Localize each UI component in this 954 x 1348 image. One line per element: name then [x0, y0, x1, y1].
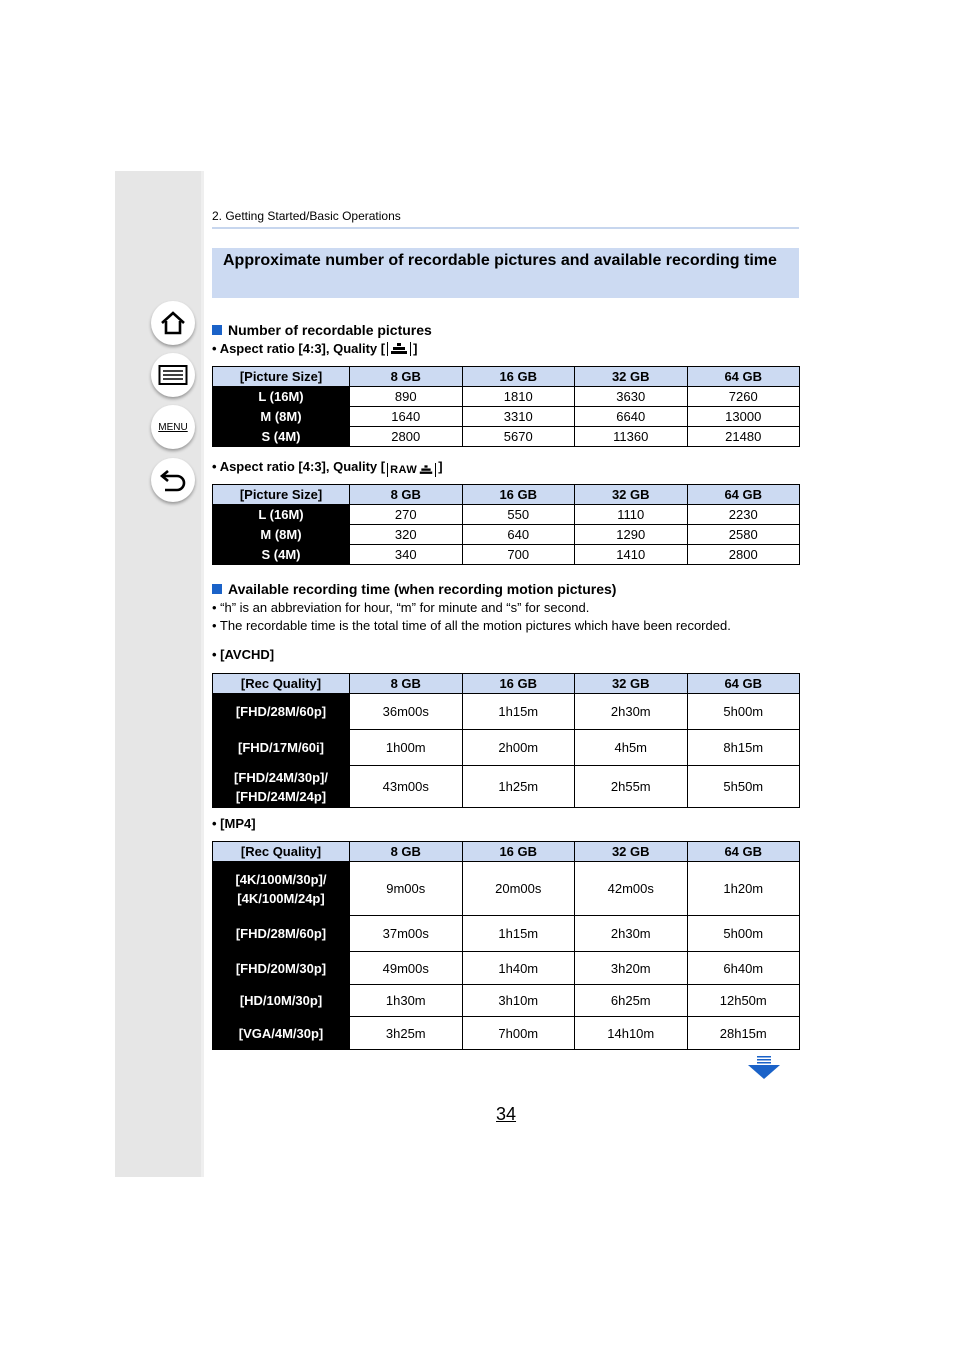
row-label-line: M (8M)	[260, 409, 302, 424]
table-cell: 3310	[462, 407, 575, 427]
table-cell: 1110	[575, 505, 688, 525]
table-cell: 3630	[575, 387, 688, 407]
column-header: 32 GB	[575, 674, 688, 694]
table-cell: 3h25m	[350, 1017, 463, 1050]
table-cell: 1h15m	[462, 916, 575, 952]
row-label	[213, 525, 350, 545]
row-label	[213, 407, 350, 427]
row-label-line: [FHD/24M/30p]/	[234, 769, 328, 785]
breadcrumb-rule	[212, 227, 799, 229]
note-abbreviation: • “h” is an abbreviation for hour, “m” for minute and “s” for second.	[212, 600, 590, 615]
table-cell: 270	[350, 505, 463, 525]
table-cell: 13000	[687, 407, 800, 427]
contents-button[interactable]	[151, 353, 195, 397]
table-cell: 2h00m	[462, 730, 575, 766]
table-cell: 2800	[687, 545, 800, 565]
column-header: 64 GB	[687, 842, 800, 862]
table-cell: 1290	[575, 525, 688, 545]
list-icon	[158, 364, 188, 386]
table-cell: 1810	[462, 387, 575, 407]
row-label	[213, 427, 350, 447]
column-header: [Rec Quality]	[213, 842, 350, 862]
column-header: 8 GB	[350, 842, 463, 862]
table-row	[213, 985, 800, 1017]
table-cell: 42m00s	[575, 862, 688, 916]
table-row	[213, 407, 800, 427]
mp4-label: • [MP4]	[212, 816, 256, 831]
fine-quality-label: • Aspect ratio [4:3], Quality [ ]	[212, 341, 418, 356]
row-label-line: [FHD/17M/60i]	[238, 740, 324, 755]
table-cell: 3h20m	[575, 952, 688, 985]
raw-pictures-table	[212, 484, 800, 565]
raw-quality-end: ]	[438, 459, 443, 474]
back-button[interactable]	[151, 458, 195, 502]
table-row	[213, 387, 800, 407]
column-header: 16 GB	[462, 367, 575, 387]
fine-pictures-table	[212, 366, 800, 447]
menu-label: MENU	[158, 421, 188, 433]
row-label-line: S (4M)	[261, 429, 301, 444]
row-label	[213, 730, 350, 766]
table-cell: 1410	[575, 545, 688, 565]
row-label-line: [4K/100M/30p]/	[235, 871, 327, 887]
row-label-line: [4K/100M/24p]	[237, 890, 325, 906]
fine-quality-end: ]	[413, 341, 418, 356]
fine-quality-text: Aspect ratio [4:3], Quality [	[219, 341, 386, 356]
column-header: 16 GB	[462, 842, 575, 862]
table-cell: 20m00s	[462, 862, 575, 916]
table-cell: 890	[350, 387, 463, 407]
home-icon	[159, 310, 187, 336]
raw-text: RAW	[390, 464, 418, 476]
row-label	[213, 916, 350, 952]
column-header: 32 GB	[575, 842, 688, 862]
table-cell: 1h20m	[687, 862, 800, 916]
table-cell: 1h40m	[462, 952, 575, 985]
movies-heading-text: Available recording time (when recording motion pictures)	[228, 581, 617, 597]
table-row	[213, 862, 800, 916]
note-total-time: • The recordable time is the total time of all the motion pictures which have been recorded.	[212, 618, 731, 633]
table-cell: 2h30m	[575, 694, 688, 730]
table-cell: 6h40m	[687, 952, 800, 985]
row-label-line: [FHD/28M/60p]	[235, 926, 327, 941]
table-cell: 5h00m	[687, 694, 800, 730]
mp4-table	[212, 841, 800, 1050]
table-cell: 2580	[687, 525, 800, 545]
row-label-line: [FHD/24M/24p]	[235, 788, 327, 804]
table-cell: 2230	[687, 505, 800, 525]
row-label-line: S (4M)	[261, 547, 301, 562]
blue-square-icon	[212, 325, 222, 335]
column-header: 8 GB	[350, 367, 463, 387]
raw-quality-text: Aspect ratio [4:3], Quality [	[219, 459, 386, 474]
row-label	[213, 862, 350, 916]
table-cell: 640	[462, 525, 575, 545]
column-header: 32 GB	[575, 485, 688, 505]
back-icon	[159, 468, 187, 492]
column-header: 8 GB	[350, 674, 463, 694]
table-row	[213, 694, 800, 730]
row-label	[213, 952, 350, 985]
table-cell: 9m00s	[350, 862, 463, 916]
table-cell: 1h25m	[462, 766, 575, 808]
blue-square-icon	[212, 584, 222, 594]
row-label	[213, 985, 350, 1017]
table-cell: 320	[350, 525, 463, 545]
column-header: [Picture Size]	[213, 485, 350, 505]
table-cell: 43m00s	[350, 766, 463, 808]
row-label-line: [VGA/4M/30p]	[238, 1025, 324, 1041]
fine-quality-icon	[387, 342, 411, 356]
table-cell: 5h50m	[687, 766, 800, 808]
row-label-line: [HD/10M/30p]	[239, 993, 323, 1008]
raw-fine-quality-icon	[387, 463, 436, 477]
table-cell: 3h10m	[462, 985, 575, 1017]
table-cell: 2800	[350, 427, 463, 447]
table-cell: 6640	[575, 407, 688, 427]
column-header: 16 GB	[462, 485, 575, 505]
table-cell: 37m00s	[350, 916, 463, 952]
column-header: 64 GB	[687, 674, 800, 694]
table-cell: 6h25m	[575, 985, 688, 1017]
table-cell: 5670	[462, 427, 575, 447]
table-cell: 340	[350, 545, 463, 565]
column-header: 8 GB	[350, 485, 463, 505]
row-label	[213, 545, 350, 565]
table-cell: 14h10m	[575, 1017, 688, 1050]
table-cell: 21480	[687, 427, 800, 447]
table-cell: 8h15m	[687, 730, 800, 766]
row-label	[213, 1017, 350, 1050]
table-row	[213, 525, 800, 545]
row-label-line: M (8M)	[260, 527, 302, 542]
home-button[interactable]	[151, 301, 195, 345]
table-cell: 7260	[687, 387, 800, 407]
table-cell: 7h00m	[462, 1017, 575, 1050]
row-label-line: L (16M)	[258, 389, 304, 404]
raw-quality-label: • Aspect ratio [4:3], Quality [ RAW ]	[212, 459, 443, 476]
table-row	[213, 952, 800, 985]
page-title: Approximate number of recordable pictures and available recording time	[223, 252, 777, 269]
table-cell: 28h15m	[687, 1017, 800, 1050]
pictures-heading	[212, 322, 432, 338]
table-row	[213, 916, 800, 952]
section-title-box	[212, 248, 799, 298]
menu-button[interactable]	[151, 405, 195, 449]
table-cell: 49m00s	[350, 952, 463, 985]
column-header: 16 GB	[462, 674, 575, 694]
column-header: 32 GB	[575, 367, 688, 387]
row-label-line: [FHD/20M/30p]	[235, 960, 327, 976]
table-cell: 1640	[350, 407, 463, 427]
table-row	[213, 766, 800, 808]
row-label-line: [FHD/28M/60p]	[235, 704, 327, 719]
table-row	[213, 427, 800, 447]
sidebar-edge	[201, 171, 204, 1177]
table-cell: 4h5m	[575, 730, 688, 766]
row-label	[213, 505, 350, 525]
table-cell: 550	[462, 505, 575, 525]
movies-heading	[212, 581, 616, 597]
row-label	[213, 387, 350, 407]
table-row	[213, 1017, 800, 1050]
page-number: 34	[496, 1104, 517, 1124]
table-cell: 11360	[575, 427, 688, 447]
avchd-table	[212, 673, 800, 808]
column-header: 64 GB	[687, 367, 800, 387]
row-label	[213, 694, 350, 730]
column-header: [Picture Size]	[213, 367, 350, 387]
table-cell: 1h15m	[462, 694, 575, 730]
table-cell: 5h00m	[687, 916, 800, 952]
table-cell: 12h50m	[687, 985, 800, 1017]
breadcrumb: 2. Getting Started/Basic Operations	[212, 209, 401, 223]
row-label	[213, 766, 350, 808]
column-header: [Rec Quality]	[213, 674, 350, 694]
avchd-label: • [AVCHD]	[212, 647, 275, 662]
pictures-heading-text: Number of recordable pictures	[228, 322, 432, 338]
table-row	[213, 730, 800, 766]
table-cell: 2h55m	[575, 766, 688, 808]
next-page-arrow-icon[interactable]	[748, 1056, 780, 1080]
table-row	[213, 505, 800, 525]
table-cell: 36m00s	[350, 694, 463, 730]
table-cell: 1h00m	[350, 730, 463, 766]
column-header: 64 GB	[687, 485, 800, 505]
table-cell: 2h30m	[575, 916, 688, 952]
table-row	[213, 545, 800, 565]
table-cell: 1h30m	[350, 985, 463, 1017]
row-label-line: L (16M)	[258, 507, 304, 522]
table-cell: 700	[462, 545, 575, 565]
